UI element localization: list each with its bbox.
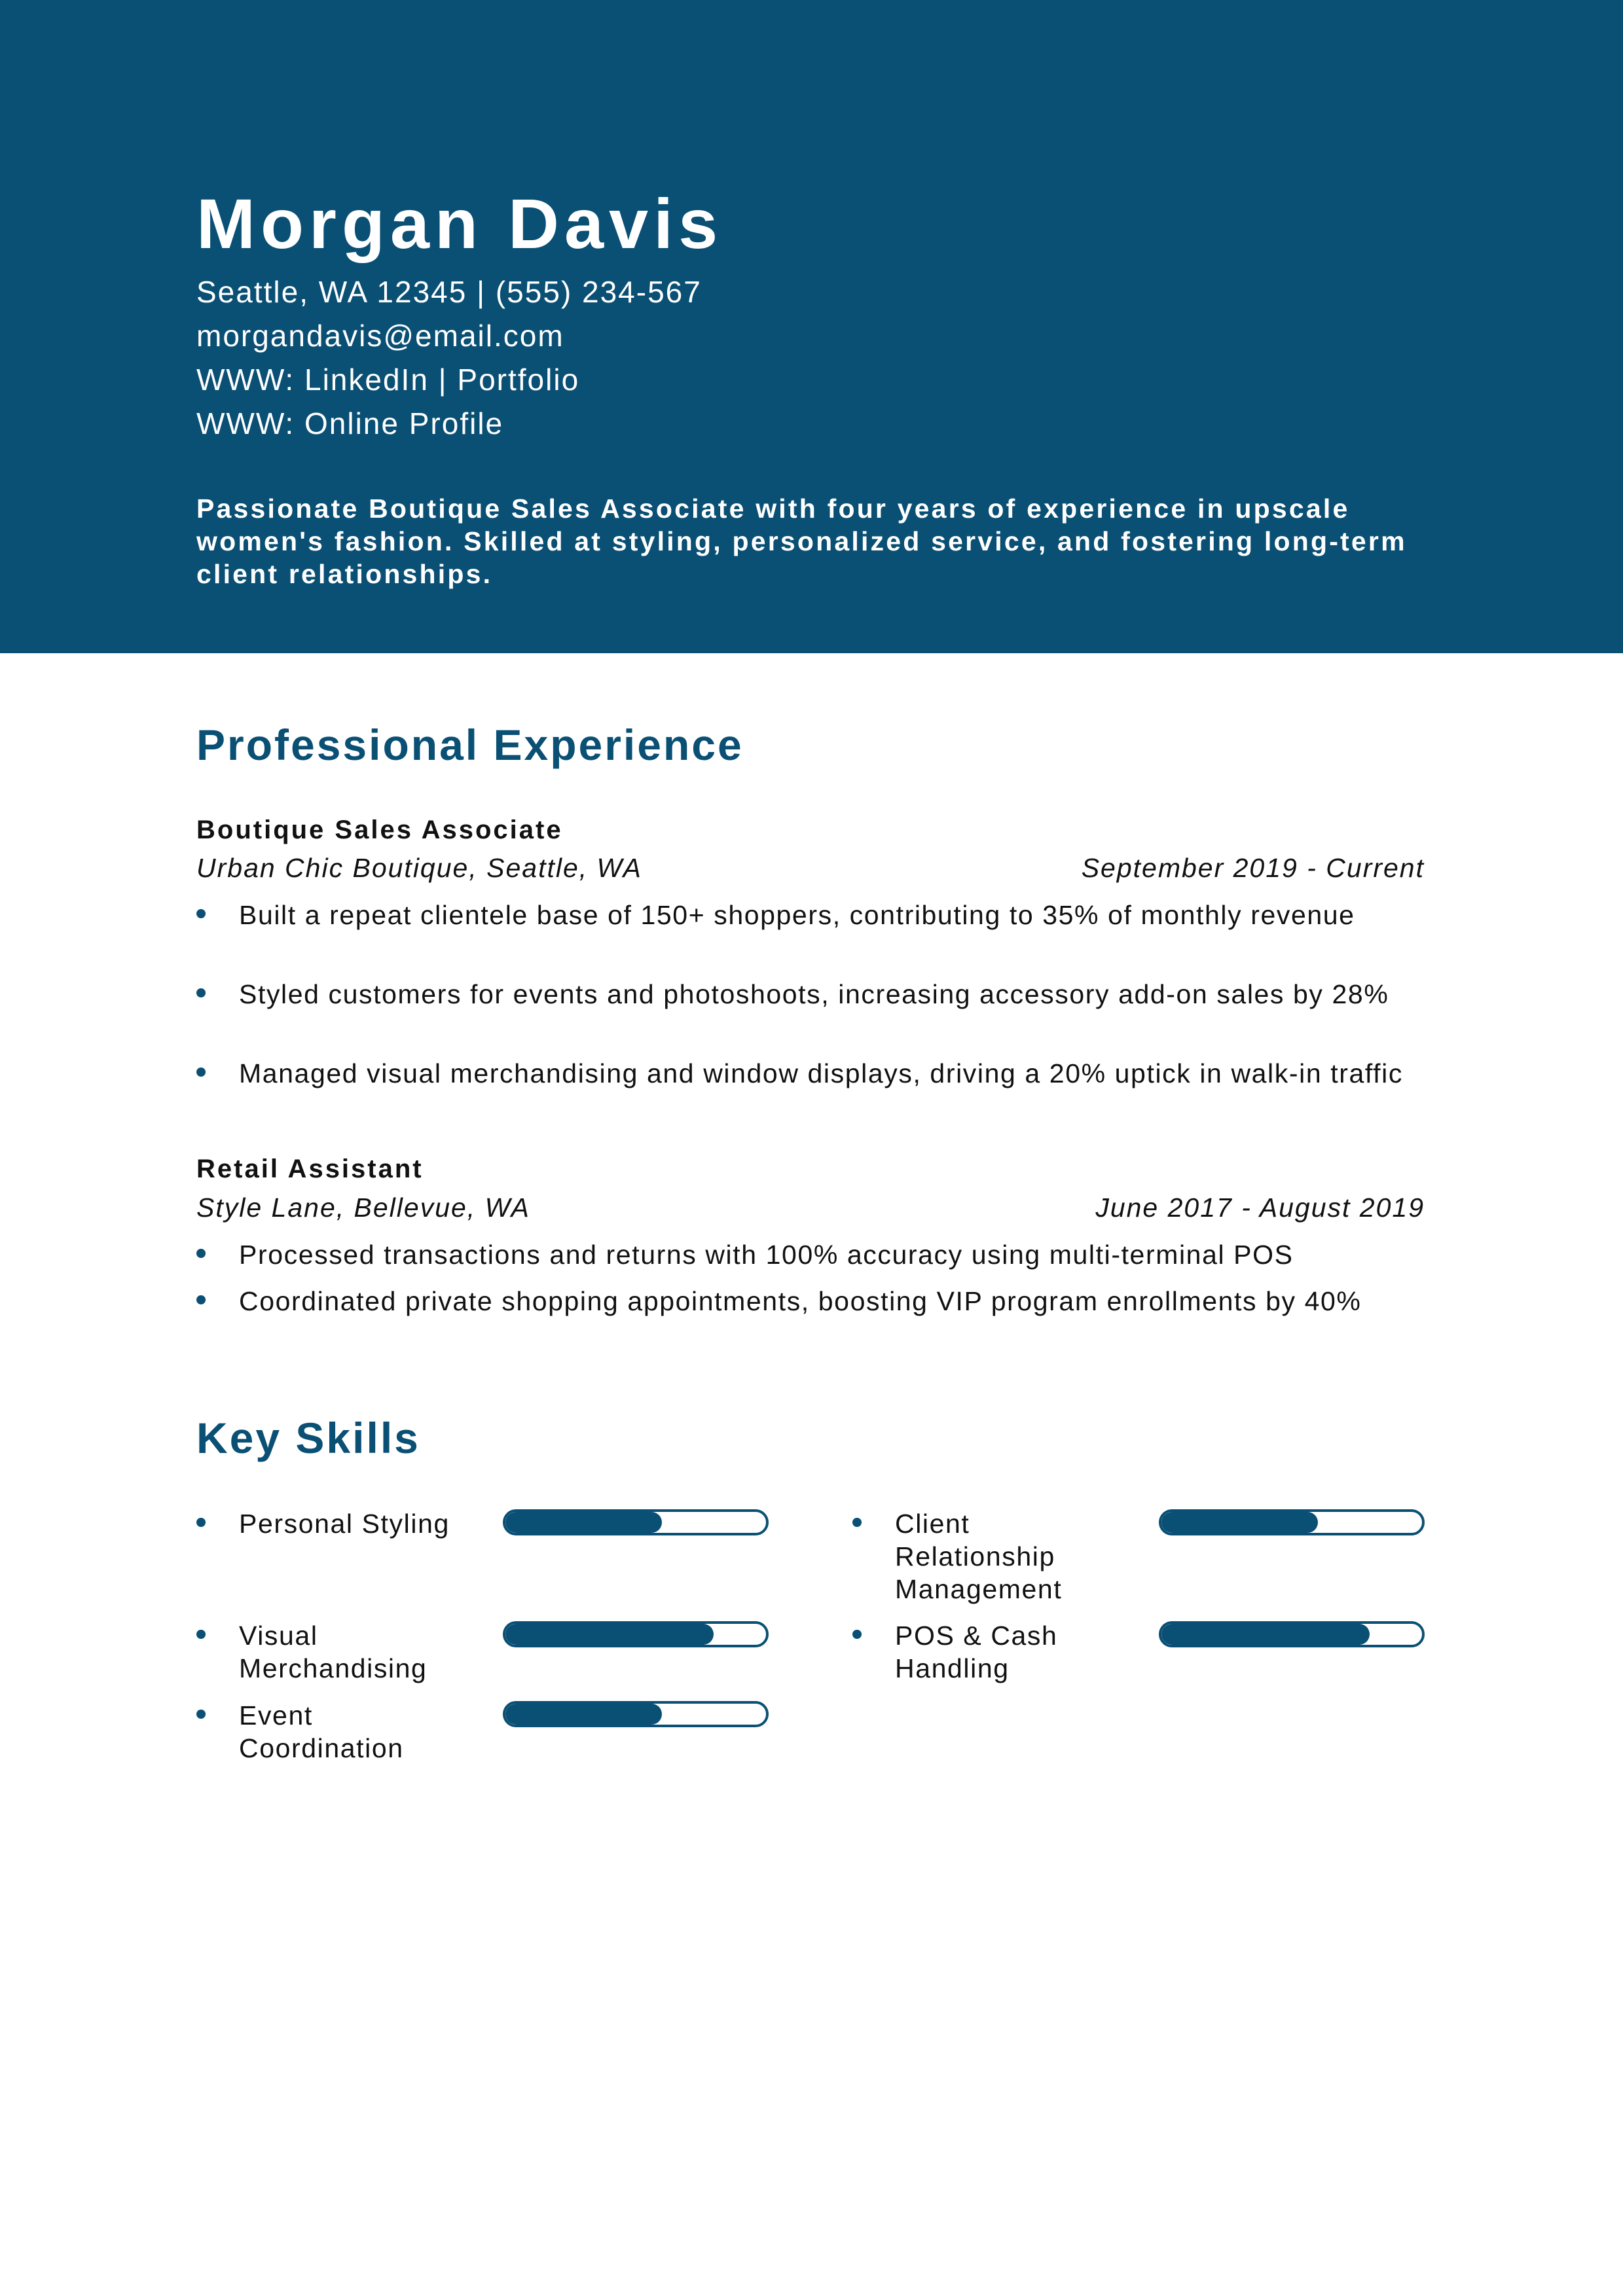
- skill-level-fill: [505, 1512, 662, 1533]
- list-item: [196, 1057, 1427, 1090]
- bullet-text: Coordinated private shopping appointments, boosting VIP program enrollments by 40%: [239, 1286, 1362, 1316]
- skill-label: Personal Styling: [239, 1509, 450, 1539]
- skill-level-bar: [503, 1621, 769, 1647]
- bullet-icon: [196, 909, 206, 918]
- contact-online-profile[interactable]: WWW: Online Profile: [196, 406, 504, 440]
- list-item: [196, 1285, 1427, 1318]
- section-title-experience: Professional Experience: [196, 721, 744, 769]
- bullet-icon: [852, 1518, 862, 1527]
- job-meta: [196, 855, 1425, 882]
- professional-summary: Passionate Boutique Sales Associate with four years of experience in upscale women's fashion. Skilled at styling, personalized service, and fostering long-term client relationships.: [196, 493, 1407, 589]
- bullet-icon: [196, 1295, 206, 1304]
- bullet-text: Styled customers for events and photoshoots, increasing accessory add-on sales by 28%: [239, 979, 1389, 1009]
- skill-label: Visual Merchandising: [239, 1621, 428, 1683]
- bullet-icon: [852, 1630, 862, 1639]
- bullet-icon: [196, 1710, 206, 1719]
- skill-level-fill: [505, 1704, 662, 1725]
- bullet-text: Built a repeat clientele base of 150+ shoppers, contributing to 35% of monthly revenue: [239, 900, 1355, 930]
- list-item: [196, 1238, 1427, 1271]
- job-company: Style Lane, Bellevue, WA: [196, 1193, 530, 1223]
- skill-level-bar: [503, 1509, 769, 1535]
- contact-links[interactable]: WWW: LinkedIn | Portfolio: [196, 363, 580, 397]
- job-company: Urban Chic Boutique, Seattle, WA: [196, 853, 642, 883]
- skill-level-bar: [503, 1701, 769, 1727]
- job-title: Boutique Sales Associate: [196, 816, 563, 844]
- job-dates: September 2019 - Current: [1081, 853, 1425, 883]
- section-title-skills: Key Skills: [196, 1414, 420, 1462]
- bullet-icon: [196, 1518, 206, 1527]
- header-banner: [0, 0, 1623, 653]
- skill-level-bar: [1159, 1509, 1425, 1535]
- bullet-icon: [196, 1067, 206, 1077]
- job-dates: June 2017 - August 2019: [1095, 1193, 1425, 1223]
- bullet-icon: [196, 1630, 206, 1639]
- contact-email[interactable]: morgandavis@email.com: [196, 319, 564, 353]
- list-item: [196, 899, 1427, 931]
- contact-location-phone: Seattle, WA 12345 | (555) 234-567: [196, 275, 702, 309]
- bullet-text: Managed visual merchandising and window displays, driving a 20% uptick in walk-in traffic: [239, 1058, 1403, 1088]
- list-item: [196, 978, 1427, 1011]
- skill-label: Client Relationship Management: [895, 1509, 1063, 1604]
- bullet-text: Processed transactions and returns with 100% accuracy using multi-terminal POS: [239, 1240, 1294, 1270]
- bullet-icon: [196, 1249, 206, 1258]
- skill-level-bar: [1159, 1621, 1425, 1647]
- skill-label: POS & Cash Handling: [895, 1621, 1058, 1683]
- job-meta: [196, 1194, 1425, 1221]
- skill-level-fill: [1161, 1512, 1318, 1533]
- skill-label: Event Coordination: [239, 1700, 404, 1763]
- candidate-name: Morgan Davis: [196, 184, 723, 263]
- skill-level-fill: [1161, 1624, 1370, 1645]
- bullet-icon: [196, 988, 206, 997]
- job-title: Retail Assistant: [196, 1155, 424, 1183]
- skill-level-fill: [505, 1624, 714, 1645]
